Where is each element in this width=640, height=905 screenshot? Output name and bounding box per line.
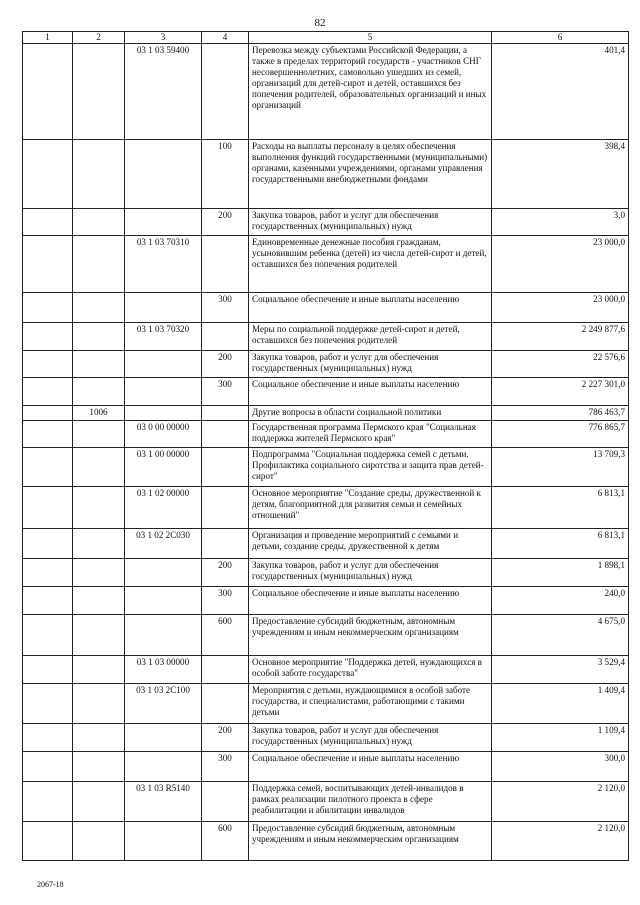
cell-section	[23, 235, 73, 292]
cell-subsection: 1006	[73, 405, 125, 420]
cell-target-article: 03 1 03 2С100	[125, 683, 202, 723]
cell-section	[23, 292, 73, 322]
cell-target-article	[125, 139, 202, 208]
cell-target-article	[125, 723, 202, 751]
cell-expense-type: 600	[202, 821, 249, 860]
cell-amount: 13 709,3	[492, 447, 629, 486]
cell-expense-type	[202, 528, 249, 558]
cell-amount: 240,0	[492, 586, 629, 614]
header-col-5: 5	[249, 32, 492, 44]
table-row	[23, 43, 629, 139]
cell-subsection	[73, 528, 125, 558]
cell-section	[23, 683, 73, 723]
cell-description: Предоставление субсидий бюджетным, автономным учреждениям и иным некоммерческим организациям	[249, 821, 492, 860]
cell-expense-type	[202, 420, 249, 447]
cell-target-article	[125, 405, 202, 420]
cell-amount: 401,4	[492, 43, 629, 139]
cell-section	[23, 43, 73, 139]
cell-subsection	[73, 43, 125, 139]
cell-section	[23, 528, 73, 558]
table-row	[23, 558, 629, 586]
cell-subsection	[73, 614, 125, 655]
cell-subsection	[73, 322, 125, 350]
cell-amount: 4 675,0	[492, 614, 629, 655]
cell-expense-type: 200	[202, 208, 249, 235]
cell-amount: 776 865,7	[492, 420, 629, 447]
cell-expense-type: 100	[202, 139, 249, 208]
cell-subsection	[73, 447, 125, 486]
cell-amount: 786 463,7	[492, 405, 629, 420]
cell-expense-type	[202, 781, 249, 821]
cell-amount: 2 120,0	[492, 821, 629, 860]
cell-expense-type: 200	[202, 558, 249, 586]
cell-subsection	[73, 586, 125, 614]
cell-expense-type: 300	[202, 586, 249, 614]
cell-expense-type	[202, 43, 249, 139]
cell-target-article: 03 1 02 00000	[125, 486, 202, 528]
table-row	[23, 821, 629, 860]
cell-amount: 2 227 301,0	[492, 377, 629, 405]
cell-amount: 1 898,1	[492, 558, 629, 586]
cell-expense-type: 300	[202, 292, 249, 322]
cell-expense-type: 600	[202, 614, 249, 655]
cell-section	[23, 751, 73, 781]
cell-description: Подпрограмма "Социальная поддержка семей с детьми. Профилактика социального сиротства и защита прав детей-сирот"	[249, 447, 492, 486]
cell-description: Социальное обеспечение и иные выплаты населению	[249, 751, 492, 781]
header-col-3: 3	[125, 32, 202, 44]
cell-subsection	[73, 723, 125, 751]
cell-target-article	[125, 558, 202, 586]
cell-target-article: 03 1 03 70310	[125, 235, 202, 292]
cell-description: Организация и проведение мероприятий с семьями и детьми, создание среды, дружественной к детям	[249, 528, 492, 558]
header-col-6: 6	[492, 32, 629, 44]
cell-expense-type	[202, 447, 249, 486]
cell-target-article	[125, 586, 202, 614]
cell-description: Перевозка между субъектами Российской Федерации, а также в пределах территорий государств - участников СНГ несовершеннолетних, самовольно ушедших из семей, организаций для детей-сирот и детей, оставшихся без попечения родителей, образовательных организаций и иных организаций	[249, 43, 492, 139]
cell-amount: 22 576,6	[492, 350, 629, 377]
table-row	[23, 405, 629, 420]
table-header-row	[23, 32, 629, 44]
table-row	[23, 208, 629, 235]
cell-description: Государственная программа Пермского края "Социальная поддержка жителей Пермского края"	[249, 420, 492, 447]
cell-subsection	[73, 781, 125, 821]
cell-amount: 2 120,0	[492, 781, 629, 821]
cell-amount: 300,0	[492, 751, 629, 781]
cell-expense-type	[202, 405, 249, 420]
table-row	[23, 528, 629, 558]
cell-subsection	[73, 420, 125, 447]
cell-expense-type: 300	[202, 377, 249, 405]
cell-expense-type: 200	[202, 723, 249, 751]
cell-amount: 23 000,0	[492, 235, 629, 292]
cell-section	[23, 723, 73, 751]
cell-target-article: 03 1 02 2С030	[125, 528, 202, 558]
table-row	[23, 447, 629, 486]
cell-section	[23, 614, 73, 655]
cell-target-article	[125, 614, 202, 655]
cell-subsection	[73, 751, 125, 781]
cell-expense-type: 200	[202, 350, 249, 377]
table-row	[23, 723, 629, 751]
cell-amount: 23 000,0	[492, 292, 629, 322]
cell-amount: 2 249 877,6	[492, 322, 629, 350]
cell-description: Мероприятия с детьми, нуждающимися в особой заботе государства, и специалистами, работающими с такими детьми	[249, 683, 492, 723]
cell-target-article: 03 1 00 00000	[125, 447, 202, 486]
cell-target-article	[125, 377, 202, 405]
table-row	[23, 377, 629, 405]
cell-target-article: 03 1 03 59400	[125, 43, 202, 139]
cell-subsection	[73, 821, 125, 860]
cell-expense-type	[202, 235, 249, 292]
cell-section	[23, 139, 73, 208]
cell-subsection	[73, 139, 125, 208]
table-row	[23, 486, 629, 528]
header-col-1: 1	[23, 32, 73, 44]
cell-description: Основное мероприятие "Создание среды, дружественной к детям, благоприятной для развития семьи и семейных отношений"	[249, 486, 492, 528]
footer-document-code: 2067-18	[37, 880, 64, 889]
cell-subsection	[73, 350, 125, 377]
table-row	[23, 683, 629, 723]
budget-table	[22, 31, 629, 861]
cell-amount: 3,0	[492, 208, 629, 235]
table-row	[23, 350, 629, 377]
cell-amount: 6 813,1	[492, 528, 629, 558]
cell-section	[23, 655, 73, 683]
cell-description: Предоставление субсидий бюджетным, автономным учреждениям и иным некоммерческим организациям	[249, 614, 492, 655]
header-col-4: 4	[202, 32, 249, 44]
cell-amount: 1 409,4	[492, 683, 629, 723]
cell-expense-type	[202, 655, 249, 683]
cell-subsection	[73, 683, 125, 723]
cell-section	[23, 405, 73, 420]
cell-section	[23, 781, 73, 821]
cell-target-article	[125, 350, 202, 377]
cell-target-article	[125, 821, 202, 860]
cell-description: Социальное обеспечение и иные выплаты населению	[249, 292, 492, 322]
cell-amount: 6 813,1	[492, 486, 629, 528]
cell-description: Социальное обеспечение и иные выплаты населению	[249, 377, 492, 405]
cell-expense-type: 300	[202, 751, 249, 781]
cell-description: Социальное обеспечение и иные выплаты населению	[249, 586, 492, 614]
cell-target-article	[125, 751, 202, 781]
cell-section	[23, 447, 73, 486]
table-row	[23, 614, 629, 655]
header-col-2: 2	[73, 32, 125, 44]
page-number: 82	[314, 17, 326, 29]
cell-target-article: 03 1 03 R5140	[125, 781, 202, 821]
cell-target-article	[125, 292, 202, 322]
cell-section	[23, 821, 73, 860]
table-row	[23, 420, 629, 447]
cell-subsection	[73, 292, 125, 322]
cell-subsection	[73, 208, 125, 235]
cell-subsection	[73, 235, 125, 292]
cell-amount: 398,4	[492, 139, 629, 208]
cell-subsection	[73, 655, 125, 683]
cell-section	[23, 322, 73, 350]
cell-amount: 1 109,4	[492, 723, 629, 751]
cell-section	[23, 486, 73, 528]
cell-target-article: 03 0 00 00000	[125, 420, 202, 447]
table-row	[23, 655, 629, 683]
table-body	[23, 43, 629, 860]
table-row	[23, 139, 629, 208]
cell-section	[23, 586, 73, 614]
cell-description: Поддержка семей, воспитывающих детей-инвалидов в рамках реализации пилотного проекта в сфере реабилитации и абилитации инвалидов	[249, 781, 492, 821]
cell-subsection	[73, 558, 125, 586]
cell-description: Другие вопросы в области социальной политики	[249, 405, 492, 420]
cell-expense-type	[202, 322, 249, 350]
cell-description: Закупка товаров, работ и услуг для обеспечения государственных (муниципальных) нужд	[249, 723, 492, 751]
table-row	[23, 322, 629, 350]
table-row	[23, 586, 629, 614]
cell-target-article: 03 1 03 00000	[125, 655, 202, 683]
cell-description: Меры по социальной поддержке детей-сирот и детей, оставшихся без попечения родителей	[249, 322, 492, 350]
cell-expense-type	[202, 486, 249, 528]
cell-expense-type	[202, 683, 249, 723]
cell-description: Закупка товаров, работ и услуг для обеспечения государственных (муниципальных) нужд	[249, 558, 492, 586]
cell-amount: 3 529,4	[492, 655, 629, 683]
cell-description: Закупка товаров, работ и услуг для обеспечения государственных (муниципальных) нужд	[249, 350, 492, 377]
cell-description: Единовременные денежные пособия гражданам, усыновившим ребенка (детей) из числа детей-сирот и детей, оставшихся без попечения родителей	[249, 235, 492, 292]
cell-description: Основное мероприятие "Поддержка детей, нуждающихся в особой заботе государства"	[249, 655, 492, 683]
cell-target-article: 03 1 03 70320	[125, 322, 202, 350]
cell-description: Расходы на выплаты персоналу в целях обеспечения выполнения функций государственными (муниципальными) органами, казенными учреждениями, органами управления государственными внебюджетными фондами	[249, 139, 492, 208]
table-row	[23, 751, 629, 781]
cell-section	[23, 350, 73, 377]
cell-description: Закупка товаров, работ и услуг для обеспечения государственных (муниципальных) нужд	[249, 208, 492, 235]
cell-subsection	[73, 486, 125, 528]
cell-subsection	[73, 377, 125, 405]
cell-section	[23, 208, 73, 235]
cell-section	[23, 377, 73, 405]
table-row	[23, 781, 629, 821]
cell-section	[23, 420, 73, 447]
cell-target-article	[125, 208, 202, 235]
table-row	[23, 292, 629, 322]
cell-section	[23, 558, 73, 586]
table-row	[23, 235, 629, 292]
